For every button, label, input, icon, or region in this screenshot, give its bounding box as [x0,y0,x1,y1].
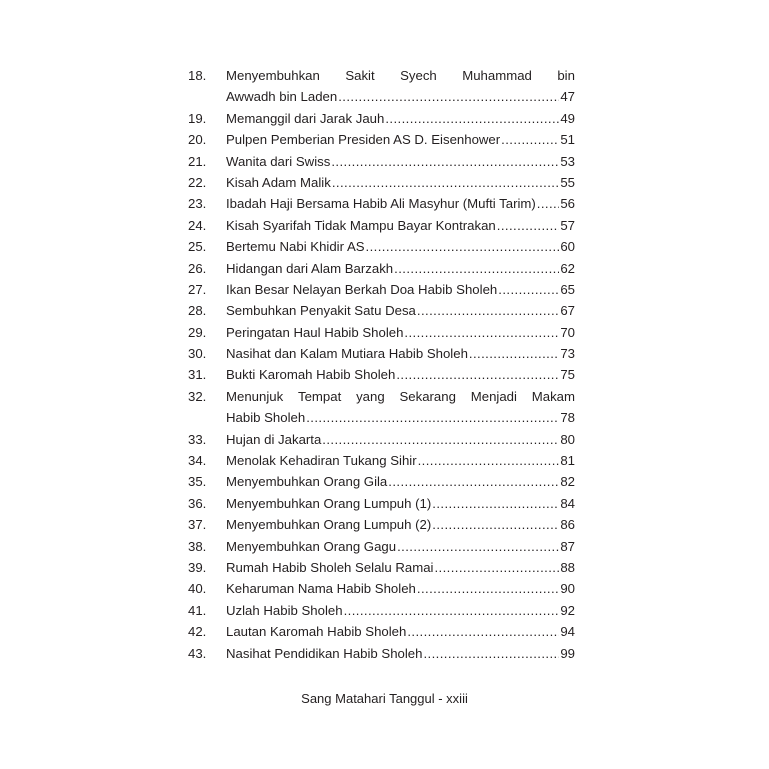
entry-number: 31. [188,367,207,383]
entry-title-line1: Menyembuhkan Sakit Syech Muhammad bin [226,68,575,83]
entry-number: 18. [188,68,207,83]
entry-number: 27. [188,281,207,297]
entry-number: 26. [188,260,207,276]
entry-title: Hidangan dari Alam Barzakh [226,260,394,276]
entry-page-number: 60 [560,239,575,255]
entry-title: Uzlah Habib Sholeh [226,602,343,618]
dot-leader [331,151,559,172]
entry-title: Wanita dari Swiss [226,153,331,169]
dot-leader [434,557,559,578]
toc-entry [188,279,575,300]
toc-entry [188,471,575,492]
entry-page-number: 49 [560,110,575,126]
entry-title: Sembuhkan Penyakit Satu Desa [226,303,416,319]
entry-page-number: 82 [560,474,575,490]
dot-leader [432,514,559,535]
entry-title: Rumah Habib Sholeh Selalu Ramai [226,559,434,575]
entry-number: 19. [188,110,207,126]
entry-number: 43. [188,645,207,661]
entry-page-number: 92 [560,602,575,618]
toc-entry [188,236,575,257]
entry-number: 42. [188,624,207,640]
entry-page-number: 47 [560,89,575,105]
toc-entry [188,193,575,214]
entry-title: Menolak Kehadiran Tukang Sihir [226,453,417,469]
entry-title: Menyembuhkan Orang Gagu [226,538,397,554]
toc-entry [188,108,575,129]
entry-title: Hujan di Jakarta [226,431,322,447]
toc-entry [188,322,575,343]
entry-number: 38. [188,538,207,554]
dot-leader [396,364,559,385]
entry-title: Ibadah Haji Bersama Habib Ali Masyhur (Mufti Tarim) [226,196,536,212]
toc-entry [188,129,575,150]
entry-number: 20. [188,132,207,148]
entry-number: 39. [188,559,207,575]
entry-page-number: 78 [560,410,575,426]
entry-page-number: 86 [560,517,575,533]
dot-leader [418,450,560,471]
toc-entry [188,300,575,321]
entry-title: Ikan Besar Nelayan Berkah Doa Habib Sholeh [226,281,498,297]
entry-title: Peringatan Haul Habib Sholeh [226,324,404,340]
entry-page-number: 94 [560,624,575,640]
entry-page-number: 62 [560,260,575,276]
entry-title: Menyembuhkan Orang Lumpuh (1) [226,495,432,511]
entry-title: Bertemu Nabi Khidir AS [226,239,365,255]
entry-number: 23. [188,196,207,212]
entry-number: 30. [188,346,207,362]
entry-title: Menyembuhkan Orang Lumpuh (2) [226,517,432,533]
entry-title: Menyembuhkan Orang Gila [226,474,388,490]
entry-page-number: 84 [560,495,575,511]
entry-number: 28. [188,303,207,319]
entry-title: Nasihat dan Kalam Mutiara Habib Sholeh [226,346,468,362]
entry-number: 34. [188,453,207,469]
entry-page-number: 81 [560,453,575,469]
entry-number [188,86,226,107]
entry-page-number: 90 [560,581,575,597]
entry-page-number: 73 [560,346,575,362]
toc-entry [188,450,575,471]
entry-title: Bukti Karomah Habib Sholeh [226,367,396,383]
toc-entry [188,578,575,599]
entry-page-number: 55 [560,174,575,190]
dot-leader [385,108,559,129]
toc-entry [188,386,575,429]
entry-number: 24. [188,217,207,233]
entry-page-number: 80 [560,431,575,447]
toc-entry [188,536,575,557]
entry-title: Kisah Adam Malik [226,174,331,190]
dot-leader [404,322,559,343]
toc-entry [188,215,575,236]
entry-number: 36. [188,495,207,511]
entry-number: 40. [188,581,207,597]
dot-leader [344,600,560,621]
page-footer: Sang Matahari Tanggul - xxiii [301,691,468,706]
toc-entry [188,493,575,514]
toc-entry [188,172,575,193]
entry-page-number: 88 [560,559,575,575]
toc-entry [188,151,575,172]
entry-number: 35. [188,474,207,490]
entry-title: Keharuman Nama Habib Sholeh [226,581,416,597]
entry-page-number: 56 [560,196,575,212]
entry-title: Awwadh bin Laden [226,89,338,105]
dot-leader [417,300,559,321]
toc-entry [188,600,575,621]
entry-title: Habib Sholeh [226,410,306,426]
table-of-contents [188,65,575,664]
dot-leader [366,236,560,257]
entry-page-number: 99 [560,645,575,661]
dot-leader [501,129,559,150]
toc-entry [188,557,575,578]
entry-number: 37. [188,517,207,533]
toc-entry [188,643,575,664]
dot-leader [322,429,559,450]
toc-entry [188,621,575,642]
entry-page-number: 65 [560,281,575,297]
dot-leader [394,258,559,279]
dot-leader [469,343,559,364]
entry-title: Memanggil dari Jarak Jauh [226,110,385,126]
dot-leader [423,643,559,664]
entry-page-number: 51 [560,132,575,148]
toc-entry [188,429,575,450]
entry-number: 29. [188,324,207,340]
entry-number: 41. [188,602,207,618]
entry-title-line1: Menunjuk Tempat yang Sekarang Menjadi Makam [226,388,575,404]
entry-page-number: 75 [560,367,575,383]
toc-entry [188,258,575,279]
entry-title: Nasihat Pendidikan Habib Sholeh [226,645,423,661]
entry-page-number: 53 [560,153,575,169]
dot-leader [338,86,559,107]
dot-leader [332,172,560,193]
entry-number: 32. [188,388,207,404]
dot-leader [388,471,559,492]
entry-page-number: 57 [560,217,575,233]
entry-page-number: 67 [560,303,575,319]
dot-leader [417,578,559,599]
toc-entry [188,364,575,385]
entry-number: 22. [188,174,207,190]
entry-page-number: 70 [560,324,575,340]
toc-entry [188,343,575,364]
entry-page-number: 87 [560,538,575,554]
dot-leader [397,536,559,557]
entry-title: Kisah Syarifah Tidak Mampu Bayar Kontrakan [226,217,496,233]
entry-number: 25. [188,239,207,255]
dot-leader [497,215,560,236]
entry-number [188,407,226,428]
dot-leader [432,493,559,514]
dot-leader [306,407,559,428]
entry-number: 33. [188,431,207,447]
entry-title: Lautan Karomah Habib Sholeh [226,624,407,640]
dot-leader [537,193,560,214]
toc-entry [188,514,575,535]
dot-leader [498,279,559,300]
dot-leader [407,621,559,642]
entry-title: Pulpen Pemberian Presiden AS D. Eisenhower [226,132,501,148]
toc-entry [188,65,575,108]
entry-number: 21. [188,153,207,169]
